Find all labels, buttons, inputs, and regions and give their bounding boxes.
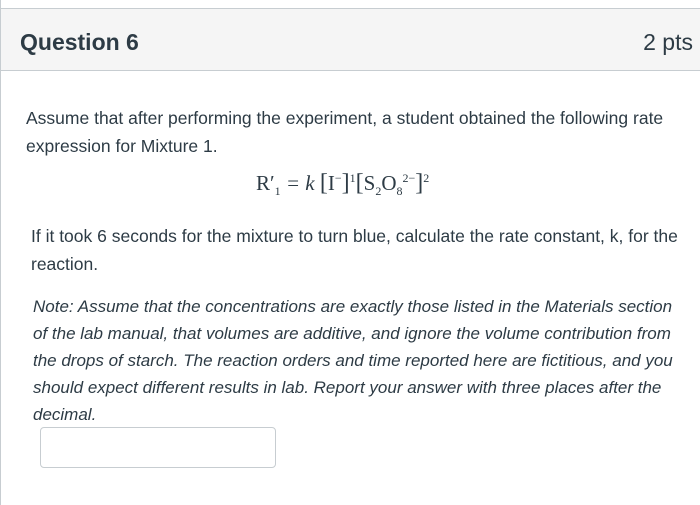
persulfate-s: S	[363, 171, 376, 195]
rate-symbol: R′	[256, 171, 275, 195]
persulfate-s-sub: 2	[375, 184, 382, 199]
question-title: Question 6	[20, 29, 139, 55]
iodide-symbol: I	[327, 171, 335, 195]
iodide-charge: −	[334, 171, 342, 185]
iodide-order: 1	[349, 171, 356, 185]
persulfate-charge: 2−	[402, 171, 416, 185]
question-points: 2 pts	[643, 29, 693, 55]
question-prompt: If it took 6 seconds for the mixture to turn blue, calculate the rate constant, k, for the reaction.	[31, 226, 678, 274]
answer-input[interactable]	[40, 427, 276, 468]
rate-constant: = k	[285, 171, 315, 195]
rate-subscript: 1	[274, 184, 281, 199]
question-header	[1, 8, 700, 71]
question-note: Note: Assume that the concentrations are exactly those listed in the Materials section of the lab manual, that volumes are additive, and ignore the volume contribution from the drops of starch. The reaction orders and time reported here are fictitious, and you should expect different results in lab. Report your answer with three places after the decimal.	[33, 297, 673, 424]
persulfate-o: O	[381, 171, 397, 195]
question-intro: Assume that after performing the experiment, a student obtained the following rate expression for Mixture 1.	[26, 108, 664, 156]
rate-equation: $R'_1 = k$ $[I^-]^1[S_2O_8^{2-}]^2$	[256, 170, 430, 199]
persulfate-order: 2	[423, 171, 430, 185]
persulfate-o-sub: 8	[396, 184, 403, 199]
